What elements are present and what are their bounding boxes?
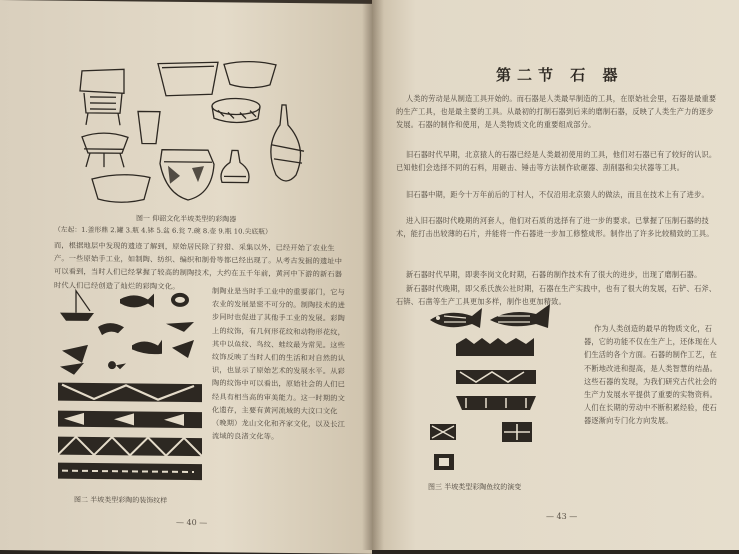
pottery-vase-illustration (221, 150, 249, 182)
motif-figure (54, 283, 204, 485)
fish-motif-icon (430, 308, 482, 328)
pottery-tripod-illustration (82, 133, 128, 167)
pottery-decorated-bowl-illustration (212, 98, 260, 123)
right-para-5: 新石器时代早期，即裴李岗文化时期，石器的制作技术有了很大的进步，出现了磨制石器。 (396, 270, 702, 279)
right-para-2: 旧石器时代早期，北京猿人的石器已经是人类最初使用的工具，他们对石器已有了较好的认识。已知他们会选择不同的石料，用砸击、锤击等方法制作砍砸器、刮削器和尖状器等工具。 (396, 150, 717, 173)
band-motif-2 (58, 411, 202, 429)
left-body-top: 而，根据地层中发现的遗迹了解到，原始居民除了狩猎、采集以外，已经开始了农业生产。一些原始手工业，如制陶、纺织、编织和制骨等都已经出现了。从考古发掘的遗址中可以看到，当时人们已经掌握了较高的制陶技术，大约在五千年前，黄河中下游的新石器时代人们已经创造了灿烂的彩陶文化。 (54, 240, 343, 291)
pottery-figure (72, 53, 312, 211)
band-motif-4 (58, 463, 202, 481)
pottery-amphora-illustration (271, 105, 304, 181)
deer-motif-icon (132, 339, 162, 354)
fish-motif-icon (120, 293, 154, 307)
geometric-fish-icon-2 (502, 422, 532, 442)
leaf-motif-icon (172, 340, 194, 358)
figure2-caption: 图二 半坡类型彩陶的装饰纹样 (74, 495, 168, 505)
pottery-stove-illustration (80, 69, 124, 125)
figure1-legend: （左起：1.釜形鼎 2.罐 3.瓶 4.钵 5.盆 6.瓮 7.碗 8.壶 9.瓶 10.尖底瓶） (54, 225, 272, 236)
right-para-3: 旧石器中期，距今十万年前后的丁村人，不仅沿用北京猿人的做法，而且在技术上有了进步。 (396, 190, 709, 199)
figure3-caption: 图三 半坡类型彩陶鱼纹的演变 (428, 483, 522, 491)
pottery-lower-bowl-illustration (92, 174, 150, 202)
geometric-fish-icon-3 (434, 454, 454, 470)
turtle-motif-icon (171, 293, 189, 307)
pottery-cup-illustration (138, 111, 160, 143)
right-para-6: 新石器时代晚期，即父系氏族公社时期，石器在生产实践中，也有了很大的发展，石铲、石斧、石锛、石凿等生产工具更加多样，制作也更加精致。 (396, 284, 717, 307)
abstract-fish-icon-2 (456, 370, 536, 384)
small-bird-motif-icon (108, 361, 126, 369)
right-para-4: 进入旧石器时代晚期的河套人，他们对石质的选择有了进一步的要求。已掌握了压制石器的技术，能打击出较薄的石片，并能将一件石器进一步加工修整成形。制作出了许多比较精致的工具。 (396, 216, 714, 239)
book-gutter (362, 0, 384, 550)
right-para-1: 人类的劳动是从制造工具开始的。而石器是人类最早制造的工具，在原始社会里，石器是最重要的生产工具，也是最主要的工具。从最初的打制石器到后来的磨制石器，反映了人类生产力的逐步发展。石器的制作和使用，是人类物质文化的重要组成部分。 (396, 94, 717, 130)
frog-motif-icon (166, 322, 194, 332)
section-title: 第二节 石 器 (496, 66, 624, 84)
right-column-para: 作为人类创造的最早的物质文化，石器，它的功能不仅在生产上，还体现在人们生活的各个方面。石器的制作工艺，在不断地改进和提高，是人类智慧的结晶。这些石器的发现，为我们研究古代社会的生产力发展水平提供了重要的实物资料。人们在长期的劳动中不断积累经验，使石器逐渐向专门化方向发展。 (584, 324, 717, 426)
abstract-fish-icon-3 (456, 396, 536, 410)
band-motif-1 (58, 383, 202, 403)
boat-motif-icon (60, 291, 94, 321)
geometric-fish-icon-1 (430, 424, 456, 440)
pottery-jar-illustration (160, 150, 214, 201)
abstract-fish-icon-1 (456, 338, 534, 356)
geometric-motif-icon (60, 345, 88, 375)
pottery-bowl-illustration (224, 61, 276, 88)
fish-evolution-figure (426, 298, 566, 478)
left-page-number: — 40 — (176, 517, 208, 528)
bird-motif-icon (98, 323, 124, 335)
figure1-caption: 图一 仰韶文化半坡类型的彩陶器 (136, 214, 237, 224)
band-motif-3 (58, 437, 202, 457)
stylized-fish-icon (490, 304, 550, 328)
right-page-number: — 43 — (546, 512, 578, 521)
left-body-column: 制陶业是当时手工业中的重要部门，它与农业的发展是密不可分的。制陶技术的进步同时也促进了其他手工业的发展。彩陶上的纹饰，有几何形花纹和动物形花纹，其中以鱼纹、鸟纹、蛙纹最为常见。这些纹饰反映了当时人们的生活和对自然的认识，也显示了原始艺术的发展水平。从彩陶的纹饰中可以看出，原始社会的人们已经具有相当高的审美能力。这一时期的文化遗存，主要有黄河流域的大汶口文化（晚期）龙山文化和齐家文化，以及长江流域的良渚文化等。 (212, 286, 345, 442)
